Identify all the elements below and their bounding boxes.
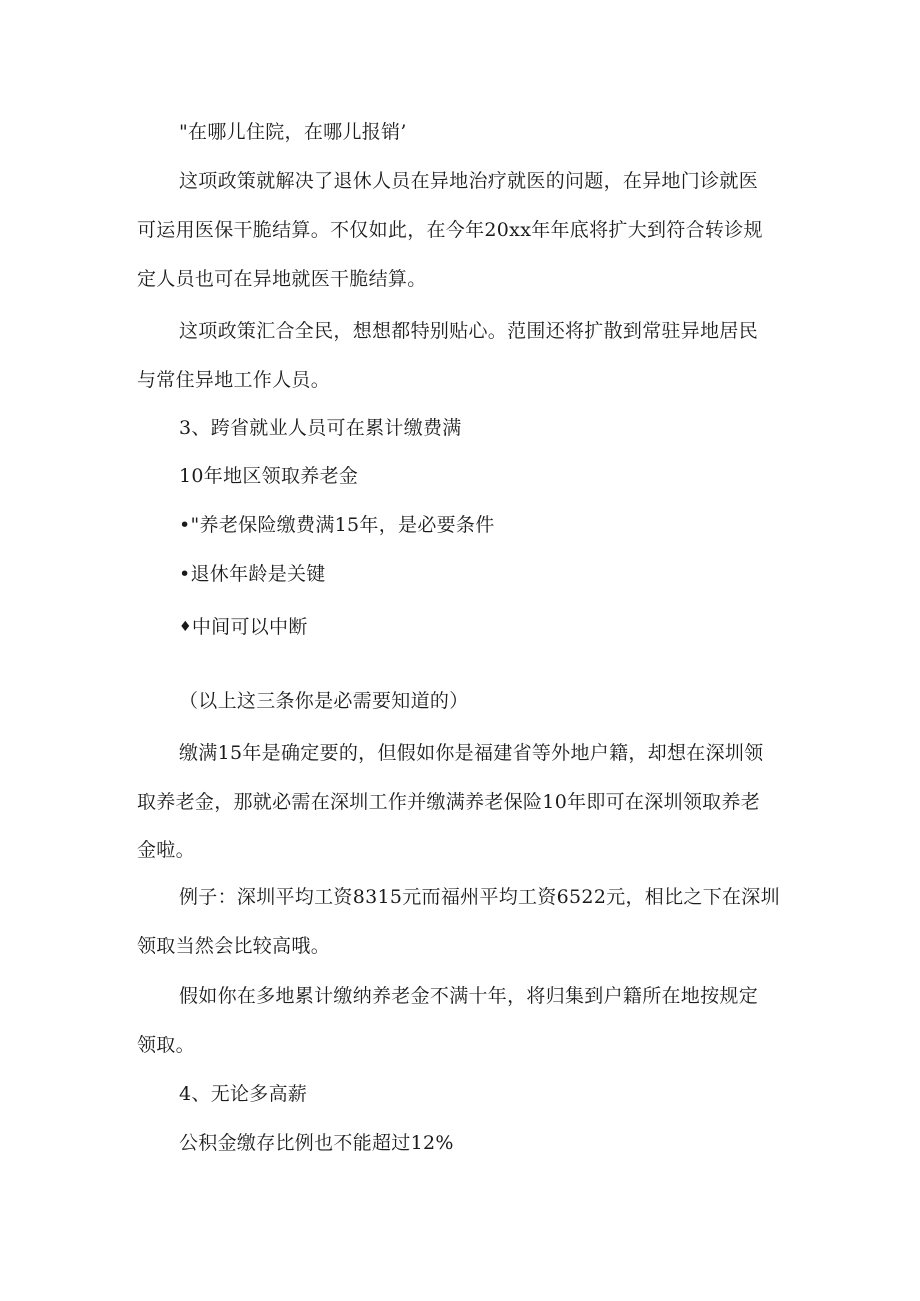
paragraph-fujian-line-1: 缴满15年是确定要的，但假如你是福建省等外地户籍，却想在深圳领	[179, 742, 764, 764]
paragraph-policy-line-3: 定人员也可在异地就医干脆结算。	[137, 268, 427, 290]
list-item-retirement-age: •退休年龄是关键	[179, 563, 326, 585]
section-heading-3-continued: 10年地区领取养老金	[179, 465, 359, 487]
paragraph-multi-region-line-1: 假如你在多地累计缴纳养老金不满十年，将归集到户籍所在地按规定	[179, 985, 759, 1007]
diamond-bullet-icon: ♦	[179, 619, 192, 635]
section-heading-4-continued: 公积金缴存比例也不能超过12%	[179, 1132, 454, 1154]
section-heading-4: 4、无论多高薪	[179, 1083, 308, 1105]
paragraph-policy-line-2: 可运用医保干脆结算。不仅如此，在今年20xx年年底将扩大到符合转诊规	[137, 219, 763, 241]
paragraph-quote-line: "在哪儿住院，在哪儿报销’	[179, 121, 407, 143]
paragraph-multi-region-line-2: 领取。	[137, 1034, 195, 1056]
paragraph-scope-line-2: 与常住异地工作人员。	[137, 369, 331, 391]
paragraph-fujian-line-2: 取养老金，那就必需在深圳工作并缴满养老保险10年即可在深圳领取养老	[137, 791, 761, 813]
paragraph-fujian-line-3: 金啦。	[137, 839, 195, 861]
paragraph-example-line-1: 例子：深圳平均工资8315元而福州平均工资6522元，相比之下在深圳	[179, 886, 780, 908]
list-item-interruption-text: 中间可以中断	[191, 616, 308, 638]
section-heading-3: 3、跨省就业人员可在累计缴费满	[179, 417, 462, 439]
paragraph-scope-line-1: 这项政策汇合全民，想想都特别贴心。范围还将扩散到常驻异地居民	[179, 320, 759, 342]
list-item-contribution-years: •"养老保险缴费满15年，是必要条件	[179, 514, 495, 536]
paragraph-note: （以上这三条你是必需要知道的）	[179, 690, 469, 712]
list-item-interruption	[179, 618, 308, 637]
paragraph-example-line-2: 领取当然会比较高哦。	[137, 935, 331, 957]
paragraph-policy-line-1: 这项政策就解决了退休人员在异地治疗就医的问题，在异地门诊就医	[179, 170, 759, 192]
